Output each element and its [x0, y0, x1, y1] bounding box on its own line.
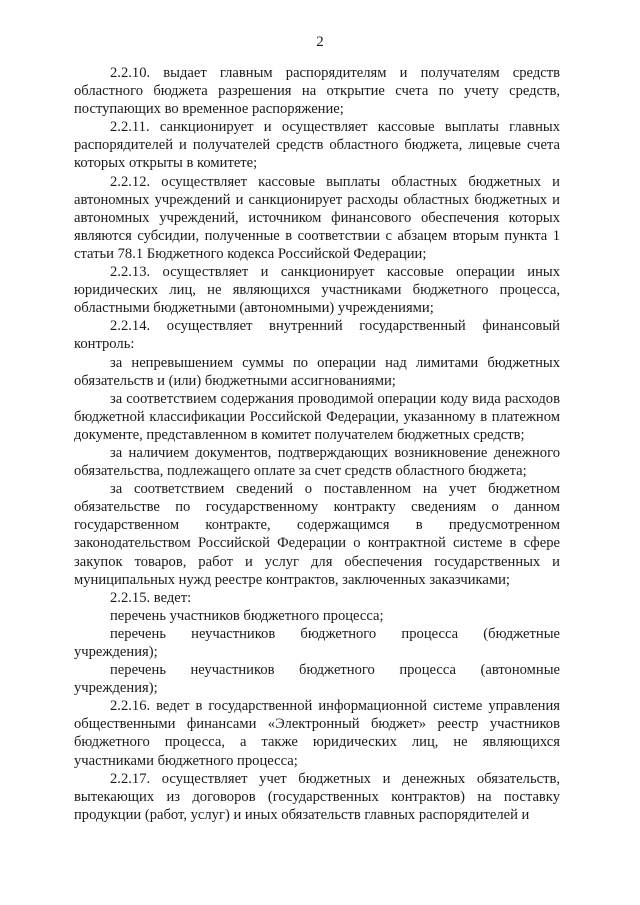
- paragraph-2-2-17: 2.2.17. осуществляет учет бюджетных и денежных обязательств, вытекающих из договоров (государственных контрактов) на поставку продукции (работ, услуг) и иных обязательств главных распорядителей и: [74, 770, 560, 823]
- paragraph-control-documents: за наличием документов, подтверждающих возникновение денежного обязательства, подлежащего оплате за счет средств областного бюджета;: [74, 444, 560, 480]
- paragraph-2-2-13: 2.2.13. осуществляет и санкционирует кассовые операции иных юридических лиц, не являющихся участниками бюджетного процесса, областными бюджетными (автономными) учреждениями;: [74, 264, 560, 317]
- paragraph-list-participants: перечень участников бюджетного процесса;: [110, 607, 384, 624]
- paragraph-list-autonomous-institutions: перечень неучастников бюджетного процесса (автономные учреждения);: [74, 662, 560, 697]
- paragraph-2-2-11: 2.2.11. санкционирует и осуществляет кассовые выплаты главных распорядителей и получателей средств областного бюджета, лицевые счета которых открыты в комитете;: [74, 119, 560, 172]
- paragraph-2-2-10: 2.2.10. выдает главным распорядителям и получателям средств областного бюджета разрешения на открытие счета по учету средств, поступающих во временное распоряжение;: [74, 65, 560, 118]
- paragraph-control-contract-info: за соответствием сведений о поставленном на учет бюджетном обязательстве по государственному контракту сведениям о данном государственном контракте, содержащимся в предусмотренном законодательством Российской Федерации о контрактной системе в сфере закупок товаров, работ и услуг для обеспечения государственных и муниципальных нужд реестре контрактов, заключенных заказчиками;: [74, 481, 560, 588]
- page-number: 2: [316, 34, 324, 50]
- paragraph-control-expense-code: за соответствием содержания проводимой операции коду вида расходов бюджетной классификации Российской Федерации, указанному в платежном документе, представленном в комитет получателем бюджетных средств;: [74, 390, 560, 443]
- paragraph-list-budget-institutions: перечень неучастников бюджетного процесса (бюджетные учреждения);: [74, 625, 560, 660]
- paragraph-2-2-15: 2.2.15. ведет:: [110, 589, 192, 606]
- paragraph-2-2-14: 2.2.14. осуществляет внутренний государственный финансовый контроль:: [74, 318, 560, 353]
- paragraph-control-limits: за непревышением суммы по операции над лимитами бюджетных обязательств и (или) бюджетными ассигнованиями;: [74, 354, 560, 389]
- paragraph-2-2-12: 2.2.12. осуществляет кассовые выплаты областных бюджетных и автономных учреждений и санкционирует расходы областных бюджетных и автономных учреждений, источником финансового обеспечения которых являются субсидии, полученные в соответствии с абзацем вторым пункта 1 статьи 78.1 Бюджетного кодекса Российской Федерации;: [74, 173, 560, 262]
- paragraph-2-2-16: 2.2.16. ведет в государственной информационной системе управления общественными финансами «Электронный бюджет» реестр участников бюджетного процесса, а также юридических лиц, не являющихся участниками бюджетного процесса;: [74, 698, 560, 769]
- document-body: [74, 64, 560, 824]
